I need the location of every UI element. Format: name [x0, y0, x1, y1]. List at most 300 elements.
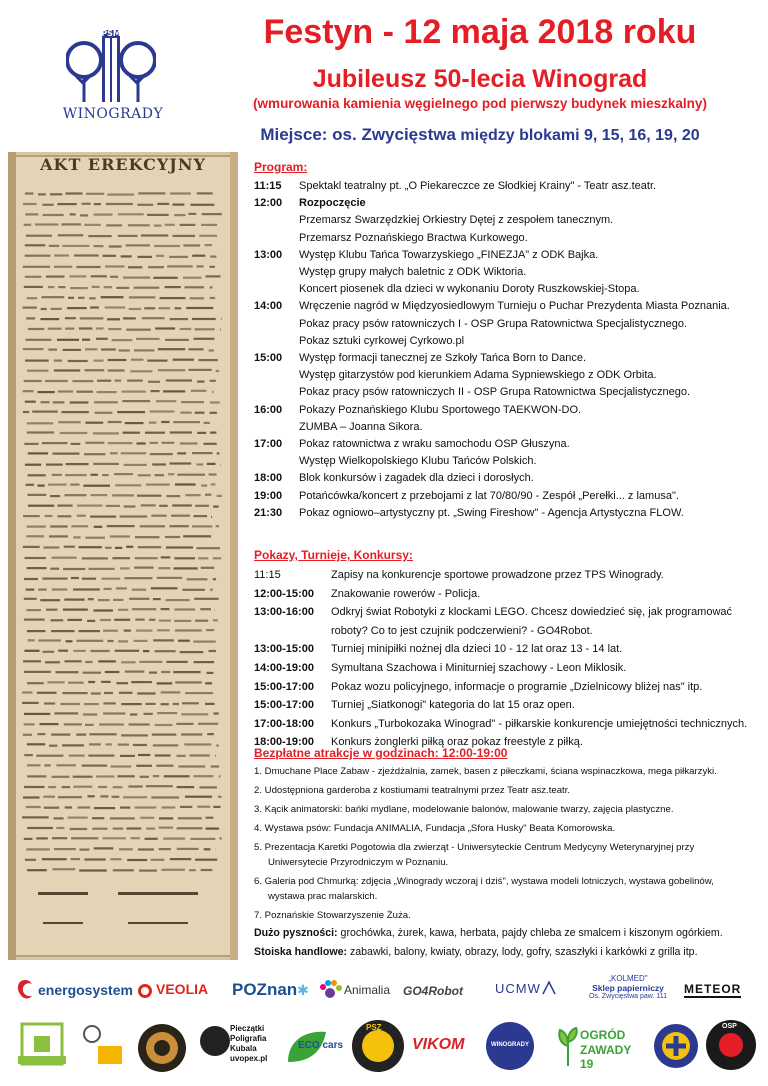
handwriting-stroke [108, 640, 114, 642]
handwriting-stroke [212, 391, 213, 393]
handwriting-stroke [26, 235, 52, 237]
handwriting-stroke [88, 235, 111, 237]
attraction-item [254, 875, 759, 904]
handwriting-stroke [118, 235, 138, 237]
handwriting-stroke [201, 869, 213, 871]
handwriting-stroke [106, 505, 120, 507]
handwriting-stroke [85, 422, 103, 424]
handwriting-stroke [36, 837, 48, 839]
handwriting-stroke [155, 474, 164, 476]
handwriting-stroke [91, 494, 108, 496]
handwriting-stroke [149, 619, 155, 621]
handwriting-stroke [209, 473, 217, 475]
handwriting-stroke [116, 682, 128, 684]
handwriting-stroke [84, 858, 105, 860]
handwriting-stroke [51, 630, 75, 632]
handwriting-stroke [58, 515, 72, 517]
kolmed-name: „KOLMED" [608, 974, 648, 983]
handwriting-stroke [27, 682, 44, 684]
psz-badge-center-icon [362, 1030, 394, 1062]
handwriting-stroke [79, 869, 107, 871]
handwriting-stroke [103, 702, 116, 704]
handwriting-stroke [162, 442, 175, 444]
handwriting-stroke [94, 401, 118, 403]
handwriting-stroke [51, 734, 70, 736]
handwriting-stroke [218, 796, 222, 798]
attraction-text: 3. Kącik animatorski: bańki mydlane, modelowanie balonów, malowanie twarzy, zajęcia plastyczne. [254, 804, 674, 816]
attraction-item [254, 803, 759, 818]
handwriting-stroke [103, 712, 125, 714]
handwriting-stroke [45, 515, 53, 517]
handwriting-stroke [48, 328, 62, 330]
handwriting-stroke [48, 484, 67, 486]
handwriting-stroke [101, 348, 116, 350]
handwriting-stroke [118, 640, 128, 642]
handwriting-stroke [143, 650, 149, 652]
handwriting-stroke [110, 535, 130, 537]
handwriting-stroke [168, 473, 174, 475]
attraction-item [254, 822, 759, 837]
handwriting-stroke [153, 639, 174, 641]
handwriting-stroke [97, 391, 117, 393]
handwriting-stroke [197, 806, 210, 808]
handwriting-stroke [181, 401, 204, 403]
handwriting-stroke [102, 578, 121, 580]
handwriting-stroke [146, 828, 155, 830]
handwriting-stroke [67, 307, 87, 309]
sponsor-veolia [138, 981, 208, 997]
handwriting-stroke [105, 306, 125, 308]
handwriting-stroke [136, 765, 152, 767]
handwriting-stroke [54, 360, 62, 362]
handwriting-stroke [213, 806, 220, 808]
handwriting-stroke [82, 203, 91, 205]
handwriting-stroke [94, 807, 115, 809]
handwriting-stroke [28, 452, 48, 454]
handwriting-stroke [206, 828, 219, 830]
handwriting-stroke [26, 535, 44, 537]
handwriting-stroke [41, 401, 50, 403]
program-text: Spektakl teatralny pt. „O Piekareczce ze Słodkiej Krainy" - Teatr asz.teatr. [299, 180, 657, 192]
handwriting-stroke [24, 671, 51, 673]
handwriting-stroke [52, 557, 77, 559]
handwriting-stroke [177, 848, 199, 850]
program-list [254, 178, 759, 522]
handwriting-stroke [25, 464, 41, 466]
handwriting-stroke [173, 235, 196, 237]
handwriting-stroke [73, 588, 100, 590]
sponsor-animalia [318, 980, 390, 1000]
handwriting-stroke [105, 265, 124, 267]
handwriting-stroke [122, 391, 146, 393]
poznan-star-icon: ✱ [297, 981, 309, 998]
handwriting-stroke [183, 244, 200, 246]
program-time: 21:30 [254, 506, 283, 519]
handwriting-stroke [118, 213, 144, 215]
handwriting-stroke [25, 401, 36, 403]
handwriting-stroke [125, 671, 145, 673]
handwriting-stroke [28, 474, 46, 476]
handwriting-stroke [66, 463, 89, 465]
handwriting-stroke [169, 256, 188, 258]
handwriting-stroke [175, 608, 196, 610]
handwriting-stroke [101, 296, 124, 298]
handwriting-stroke [82, 765, 108, 767]
handwriting-stroke [170, 525, 189, 527]
handwriting-stroke [140, 817, 154, 819]
handwriting-stroke [175, 629, 202, 631]
handwriting-stroke [79, 327, 93, 329]
handwriting-stroke [27, 764, 40, 766]
handwriting-stroke [72, 380, 93, 382]
handwriting-stroke [74, 254, 99, 256]
handwriting-stroke [36, 755, 63, 757]
handwriting-stroke [155, 754, 171, 756]
sponsor-green-logo-icon [14, 1020, 84, 1070]
program-text: Występ Klubu Tańca Towarzyskiego „FINEZJA" z ODK Bajka. [299, 248, 599, 261]
handwriting-stroke [23, 266, 50, 268]
handwriting-stroke [180, 651, 204, 653]
handwriting-stroke [115, 650, 139, 652]
handwriting-stroke [24, 598, 37, 600]
handwriting-stroke [90, 516, 116, 518]
handwriting-stroke [89, 733, 116, 735]
handwriting-stroke [180, 806, 192, 808]
program-row [254, 453, 759, 470]
handwriting-stroke [53, 401, 65, 403]
handwriting-stroke [161, 608, 170, 610]
handwriting-stroke [50, 568, 59, 570]
handwriting-stroke [126, 827, 141, 829]
logo-abbr: PSM [101, 29, 121, 38]
handwriting-stroke [84, 224, 101, 226]
handwriting-stroke [197, 192, 213, 194]
handwriting-stroke [115, 547, 122, 549]
handwriting-stroke [25, 360, 49, 362]
handwriting-stroke [40, 599, 60, 601]
program-time: 14:00 [254, 300, 283, 313]
location-detail: między blokami 9, 15, 16, 19, 20 [460, 127, 700, 144]
pieczatki-logo-icon [200, 1026, 230, 1056]
program-time [254, 264, 299, 281]
handwriting-stroke [126, 329, 151, 331]
handwriting-stroke [58, 650, 68, 652]
handwriting-stroke [157, 203, 169, 205]
handwriting-stroke [176, 723, 193, 725]
handwriting-stroke [58, 234, 84, 236]
program-row [254, 350, 759, 367]
handwriting-stroke [79, 630, 101, 632]
vikom-text: VIKOM [412, 1036, 465, 1053]
handwriting-stroke [113, 786, 123, 788]
handwriting-stroke [57, 339, 79, 341]
competition-text: Odkryj świat Robotyki z klockami LEGO. Chcesz dowiedzieć się, jak programować roboty? Co to jest czujnik podczerwieni? - GO4Robot. [331, 606, 733, 637]
handwriting-stroke [78, 297, 85, 299]
handwriting-stroke [129, 296, 156, 298]
handwriting-stroke [27, 567, 47, 569]
handwriting-stroke [199, 359, 218, 361]
handwriting-stroke [161, 691, 181, 693]
competition-row [254, 603, 759, 640]
handwriting-stroke [210, 432, 216, 434]
handwriting-stroke [68, 682, 84, 684]
handwriting-stroke [98, 660, 116, 662]
handwriting-stroke [49, 535, 68, 537]
handwriting-stroke [197, 432, 206, 434]
handwriting-stroke [207, 733, 214, 735]
handwriting-stroke [28, 328, 44, 330]
handwriting-stroke [91, 650, 110, 652]
page-subtitle: Jubileusz 50-lecia Winograd [312, 65, 648, 93]
handwriting-stroke [150, 410, 175, 412]
handwriting-stroke [111, 765, 132, 767]
handwriting-stroke [52, 474, 62, 476]
competition-row [254, 566, 759, 585]
handwriting-stroke [221, 318, 222, 320]
handwriting-stroke [186, 307, 213, 309]
handwriting-stroke [42, 204, 53, 206]
handwriting-stroke [26, 806, 41, 808]
handwriting-stroke [64, 599, 84, 601]
sponsor-poznan [232, 980, 309, 1000]
program-text: Koncert piosenek dla dzieci w wykonaniu Doroty Ruszkowskiej-Stopa. [299, 283, 640, 296]
handwriting-stroke [141, 234, 168, 236]
handwriting-stroke [49, 745, 57, 747]
handwriting-stroke [134, 349, 155, 351]
sponsor-ucmw [495, 980, 557, 996]
handwriting-stroke [27, 609, 42, 611]
handwriting-stroke [131, 837, 140, 839]
handwriting-stroke [206, 817, 214, 819]
handwriting-stroke [120, 807, 130, 809]
handwriting-stroke [165, 224, 175, 226]
program-text: Występ grupy małych baletnic z ODK Wiktoria. [299, 266, 527, 279]
handwriting-stroke [89, 568, 115, 570]
ecocars-text: ECO cars [298, 1040, 344, 1051]
competition-row [254, 678, 759, 697]
handwriting-stroke [210, 589, 212, 591]
handwriting-stroke [170, 431, 192, 433]
sponsor-osp-rescue-logo-icon [652, 1022, 700, 1070]
handwriting-stroke [165, 339, 189, 341]
handwriting-stroke [27, 775, 46, 777]
handwriting-stroke [195, 620, 208, 622]
handwriting-stroke [63, 609, 88, 611]
handwriting-stroke [135, 557, 158, 559]
handwriting-stroke [82, 557, 108, 559]
handwriting-stroke [25, 276, 42, 278]
competition-time: 17:00-18:00 [254, 717, 314, 730]
handwriting-stroke [129, 723, 150, 725]
osp-text: OSP [722, 1023, 737, 1030]
competition-row [254, 715, 759, 734]
handwriting-stroke [134, 287, 160, 289]
sponsor-osp [706, 1020, 758, 1072]
handwriting-stroke [210, 380, 216, 382]
handwriting-stroke [159, 505, 168, 507]
sponsor-psz [352, 1020, 406, 1074]
handwriting-stroke [28, 505, 54, 507]
handwriting-stroke [139, 870, 157, 872]
handwriting-stroke [46, 276, 65, 278]
handwriting-stroke [83, 672, 102, 674]
handwriting-stroke [40, 318, 59, 320]
kolmed-line2: Os. Zwycięstwa paw. 111 [589, 993, 667, 1000]
psm-winogrady-logo [52, 24, 174, 132]
handwriting-stroke [183, 277, 202, 279]
handwriting-stroke [43, 651, 55, 653]
handwriting-stroke [210, 266, 215, 268]
handwriting-stroke [124, 577, 152, 579]
program-text: Rozpoczęcie [299, 197, 366, 210]
handwriting-stroke [178, 640, 190, 642]
handwriting-stroke [196, 463, 203, 465]
handwriting-stroke [26, 317, 35, 319]
handwriting-stroke [157, 577, 183, 579]
attraction-text: 2. Udostępniona garderoba z kostiumami teatralnymi przez Teatr asz.teatr. [254, 785, 571, 797]
handwriting-stroke [159, 620, 171, 622]
handwriting-stroke [193, 641, 215, 643]
handwriting-stroke [162, 806, 176, 808]
handwriting-stroke [152, 463, 166, 465]
handwriting-stroke [131, 359, 143, 361]
handwriting-stroke [71, 858, 80, 860]
attraction-text: 4. Wystawa psów: Fundacja ANIMALIA, Fundacja „Sfora Husky" Beata Komorowska. [254, 823, 616, 835]
program-time: 18:00 [254, 472, 283, 485]
handwriting-stroke [24, 838, 33, 840]
handwriting-stroke [139, 661, 162, 663]
handwriting-stroke [25, 557, 46, 559]
competition-time: 13:00-15:00 [254, 643, 314, 656]
competition-text: Turniej „Siatkonogi" kategoria do lat 15 oraz open. [331, 699, 575, 712]
handwriting-stroke [83, 485, 110, 487]
competition-text: Symultana Szachowa i Miniturniej szachowy - Leon Miklosik. [331, 661, 627, 674]
competition-time: 14:00-19:00 [254, 661, 314, 674]
handwriting-stroke [48, 349, 57, 351]
handwriting-stroke [210, 297, 216, 299]
handwriting-stroke [195, 505, 209, 507]
handwriting-stroke [107, 194, 134, 196]
program-row [254, 470, 759, 487]
handwriting-stroke [170, 462, 192, 464]
handwriting-stroke [85, 661, 92, 663]
handwriting-stroke [23, 546, 40, 548]
attractions-heading: Bezpłatne atrakcje w godzinach: 12:00-19:00 [254, 746, 508, 760]
program-row [254, 367, 759, 384]
program-row [254, 298, 759, 315]
handwriting-stroke [69, 755, 85, 757]
handwriting-stroke [95, 412, 113, 414]
program-row [254, 230, 759, 247]
handwriting-stroke [209, 650, 217, 652]
handwriting-stroke [85, 442, 104, 444]
handwriting-stroke [124, 505, 136, 507]
handwriting-stroke [170, 858, 191, 860]
handwriting-stroke [56, 671, 79, 673]
handwriting-stroke [23, 411, 29, 413]
handwriting-stroke [126, 546, 133, 548]
handwriting-stroke [110, 817, 135, 819]
handwriting-stroke [128, 785, 142, 787]
ogrod-line2: ZAWADY 19 [580, 1043, 632, 1071]
handwriting-stroke [73, 776, 93, 778]
handwriting-stroke [104, 588, 112, 590]
sponsor-winogrady-badge [486, 1022, 536, 1072]
handwriting-stroke [190, 754, 210, 756]
handwriting-stroke [182, 589, 205, 591]
winogrady-badge-text: WINOGRADY [491, 1042, 529, 1048]
program-time: 19:00 [254, 489, 283, 502]
psz-text: PSZ [366, 1023, 382, 1032]
handwriting-stroke [221, 464, 222, 466]
handwriting-stroke [93, 432, 119, 434]
handwriting-stroke [23, 390, 34, 392]
handwriting-stroke [94, 214, 113, 216]
handwriting-stroke [122, 400, 150, 402]
program-row [254, 333, 759, 350]
event-location [200, 125, 760, 145]
handwriting-stroke [27, 370, 49, 372]
handwriting-stroke [151, 859, 165, 861]
handwriting-stroke [60, 432, 88, 434]
handwriting-stroke [185, 494, 200, 496]
handwriting-stroke [153, 744, 179, 746]
handwriting-stroke [24, 443, 38, 445]
program-row [254, 316, 759, 333]
handwriting-stroke [41, 308, 47, 310]
animalia-paw-icon [318, 980, 342, 1000]
handwriting-stroke [94, 847, 114, 849]
handwriting-stroke [159, 567, 171, 569]
handwriting-stroke [173, 359, 194, 361]
handwriting-stroke [198, 723, 218, 725]
handwriting-stroke [137, 204, 153, 206]
sponsor-energosystem [14, 978, 133, 1002]
handwriting-stroke [25, 859, 36, 861]
handwriting-stroke [202, 213, 222, 215]
handwriting-stroke [38, 639, 61, 641]
competition-text: Konkurs żonglerki piłką oraz pokaz freestyle z piłką. [331, 736, 583, 749]
handwriting-stroke [197, 547, 220, 549]
handwriting-stroke [112, 494, 134, 496]
handwriting-stroke [50, 525, 68, 527]
competition-time: 11:15 [254, 569, 281, 581]
handwriting-stroke [170, 192, 191, 194]
handwriting-stroke [151, 515, 166, 517]
handwriting-stroke [96, 775, 114, 777]
handwriting-stroke [130, 370, 152, 372]
handwriting-stroke [51, 619, 64, 621]
handwriting-stroke [166, 661, 187, 663]
handwriting-stroke [47, 681, 64, 683]
handwriting-stroke [77, 505, 102, 507]
handwriting-stroke [138, 754, 150, 756]
sponsor-ecocars [282, 1026, 346, 1068]
handwriting-stroke [45, 380, 68, 382]
competitions-heading: Pokazy, Turnieje, Konkursy: [254, 548, 413, 562]
handwriting-stroke [191, 390, 207, 392]
ogrod-line1: OGRÓD [580, 1028, 626, 1042]
kolmed-line1: Sklep papierniczy [592, 983, 664, 993]
handwriting-stroke [76, 734, 86, 736]
handwriting-stroke [134, 567, 154, 569]
program-row [254, 178, 759, 195]
handwriting-stroke [98, 786, 107, 788]
handwriting-stroke [155, 327, 175, 329]
page-subtitle-note: (wmurowania kamienia węgielnego pod pierwszy budynek mieszkalny) [253, 96, 707, 111]
handwriting-stroke [145, 703, 155, 705]
competitions-list [254, 566, 759, 752]
